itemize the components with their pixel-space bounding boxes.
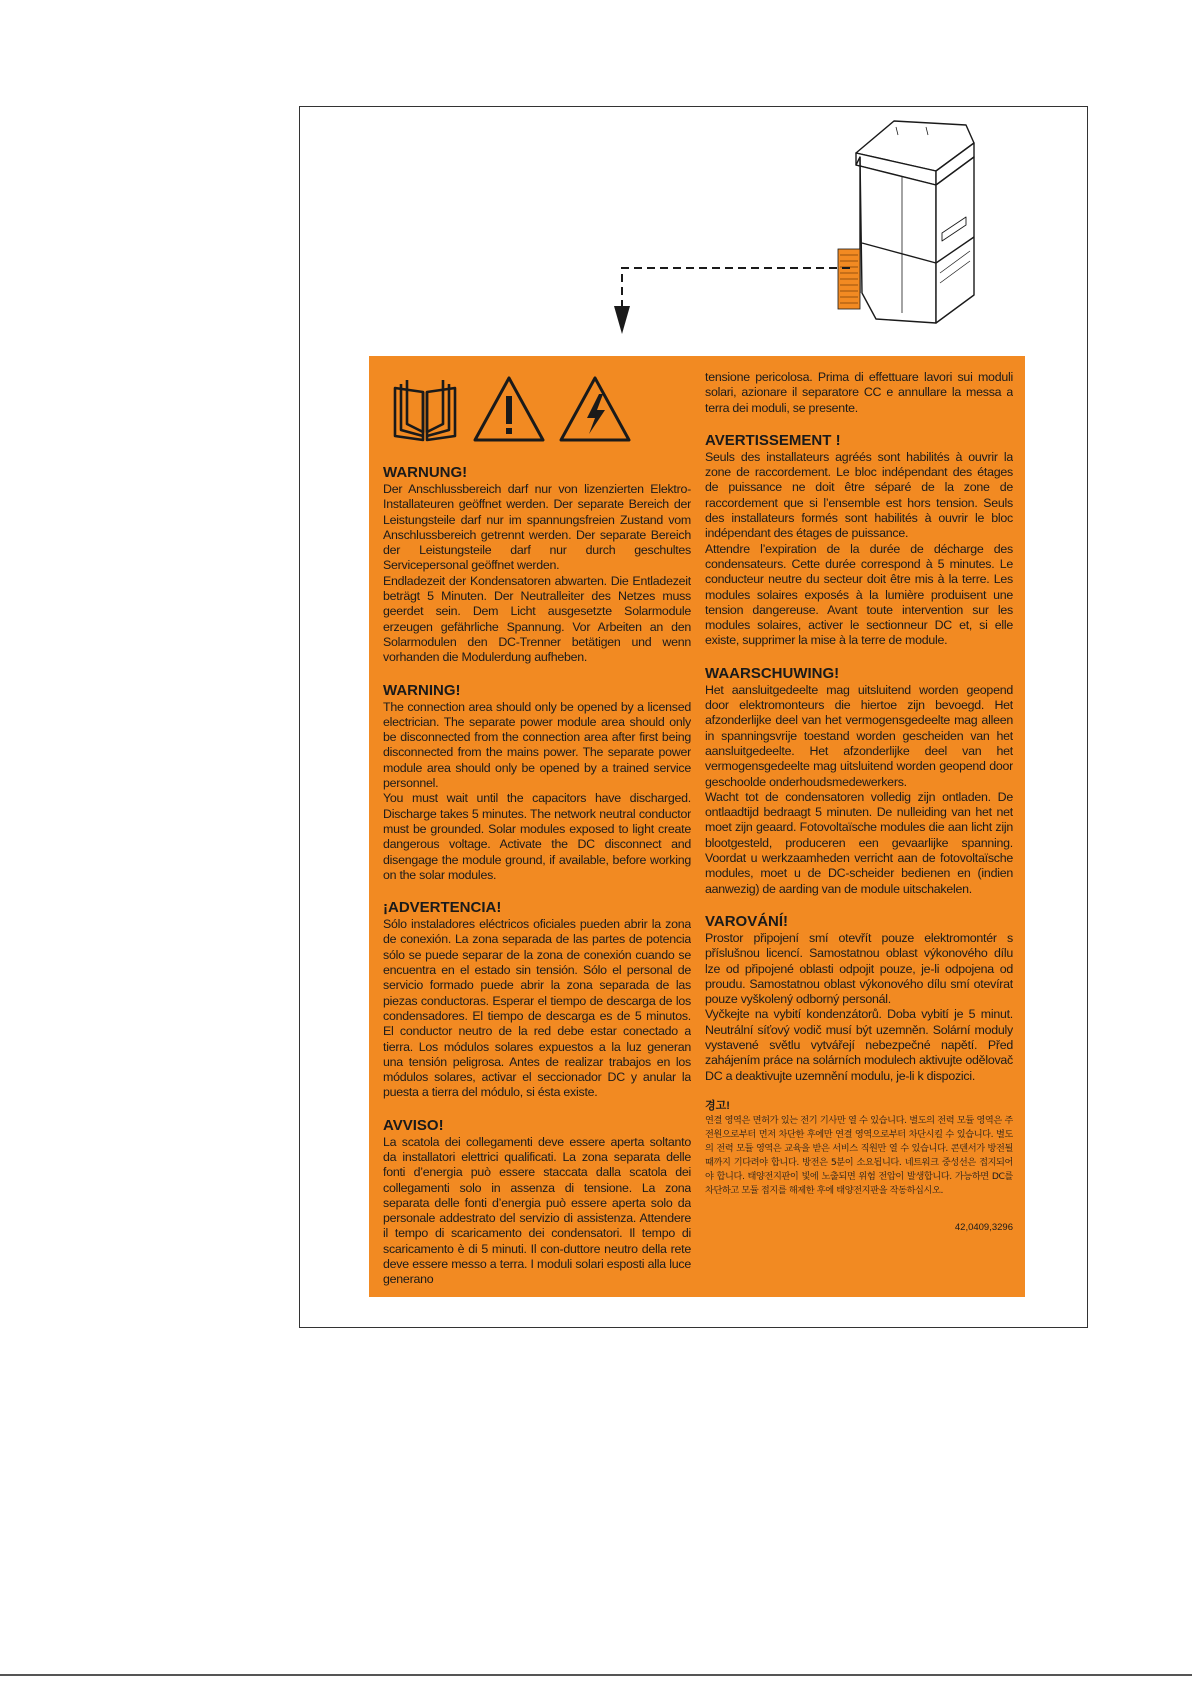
section-it <box>383 1117 691 1287</box>
section-paragraph: Attendre l’expiration de la durée de décharge des condensateurs. Cette durée correspond à 5 minutes. Le conducteur neutre du secteur doit être mis à la terre. Les modules solaires exposés à la lumière produisent une tension dangereuse. Avant toute intervention sur les modules solaires, activer le sectionneur DC et, si elle existe, supprimer la mise à la terre de module. <box>705 541 1013 648</box>
label-left-column <box>383 370 691 1287</box>
section-paragraph: Endladezeit der Kondensatoren abwarten. Die Entladezeit beträgt 5 Minuten. Der Neutralleiter des Netzes muss geerdet sein. Dem Licht ausgesetzte Solarmodule erzeugen gefährliche Spannung. Vor Arbeiten an den Solarmodulen den DC-Trenner betätigen und wenn vorhanden die Modulerdung aufheben. <box>383 573 691 665</box>
section-heading: 경고! <box>705 1099 730 1112</box>
section-nl <box>705 665 1013 897</box>
electrical-hazard-icon <box>557 374 633 446</box>
warning-exclamation-icon <box>471 374 547 446</box>
section-heading: ¡ADVERTENCIA! <box>383 899 502 917</box>
section-heading: WARNING! <box>383 681 461 699</box>
section-es <box>383 899 691 1101</box>
section-heading: WARNUNG! <box>383 464 468 481</box>
section-paragraph: 연결 영역은 면허가 있는 전기 기사만 열 수 있습니다. 별도의 전력 모듈 영역은 주 전원으로부터 먼저 차단한 후에만 연결 영역으로부터 차단시킬 수 있습니다. 별도의 전력 모듈 영역은 교육을 받은 서비스 직원만 열 수 있습니다. 콘덴서가 방전될 때까지 기다려야 합니다. 방전은 5분이 소요됩니다. 네트워크 중성선은 접지되어야 합니다. 태양전지판이 빛에 노출되면 위험 전압이 발생합니다. 가능하면 DC를 차단하고 모듈 접지를 해제한 후에 태양전지판을 작동하십시오. <box>705 1114 1013 1196</box>
section-it-continued <box>705 370 1013 416</box>
section-paragraph: The connection area should only be opened by a licensed electrician. The separate power module area should only be disconnected from the connection area after first being disconnected from the mains power. The separate power module area should only be opened by a trained service personnel. <box>383 699 691 791</box>
dashed-pointer-arrow <box>610 258 850 338</box>
section-paragraph: You must wait until the capacitors have discharged. Discharge takes 5 minutes. The network neutral conductor must be grounded. Solar modules exposed to light create dangerous voltage. Activate the DC disconnect and disengage the module ground, if available, before working on the solar modules. <box>383 791 691 882</box>
warning-symbols <box>389 374 691 446</box>
section-cs <box>705 913 1013 1084</box>
section-de <box>383 464 691 666</box>
page-footer-rule <box>0 1674 1192 1676</box>
section-fr <box>705 432 1013 649</box>
section-heading: WAARSCHUWING! <box>705 664 840 682</box>
inverter-device-illustration <box>836 113 978 331</box>
manual-book-icon <box>389 374 461 446</box>
section-paragraph: La scatola dei collegamenti deve essere aperta soltanto da installatori elettrici qualificati. La zona separata delle fonti d’energia può essere staccata dalla scatola dei collegamenti solo in assenza di tensione. La zona separata delle fonti d’energia può essere aperta solo da personale addestrato del servizio di assistenza. Attendere il tempo di scaricamento dei condensatori. Il tempo di scaricamento è di 5 minuti. Il con-duttore neutro della rete deve essere messo a terra. I moduli solari esposti alla luce generano <box>383 1134 691 1287</box>
section-heading: VAROVÁNÍ! <box>705 912 789 930</box>
section-paragraph: Sólo instaladores eléctricos oficiales pueden abrir la zona de conexión. La zona separada de las partes de potencia sólo se puede separar de la zona de conexión cuando se encuentra en el estado sin tensión. Sólo el personal de servicio formado puede abrir la zona separada de las piezas conductoras. Esperar el tiempo de descarga de los condensadores. El tiempo de descarga es de 5 minutos. El conductor neutro de la red debe estar conectado a tierra. Los módulos solares expuestos a la luz generan una tensión peligrosa. Antes de realizar trabajos en los módulos solares, activar el seccionador DC y anular la puesta a tierra del módulo, si ésta existe. <box>383 917 691 1100</box>
section-heading: AVVISO! <box>383 1116 444 1134</box>
section-paragraph: Vyčkejte na vybití kondenzátorů. Doba vybití je 5 minut. Neutrální síťový vodič musí být uzemněn. Solární moduly vystavené světlu vytvářejí nebezpečné napětí. Před zahájením práce na solárních modulech aktivujte odělovač DC a deaktivujte uzemnění modulu, je-li k dispozici. <box>705 1007 1013 1083</box>
section-paragraph: Seuls des installateurs agréés sont habilités à ouvrir la zone de raccordement. Le bloc indépendant des étages de puissance ne doit être séparé de la zone de raccordement que si l’ensemble est hors tension. Seuls des installateurs formés sont habilités à ouvrir le bloc indépendant des étages de puissance. <box>705 449 1013 541</box>
part-number: 42,0409,3296 <box>954 1221 1013 1233</box>
warning-label <box>369 356 1025 1297</box>
section-heading: AVERTISSEMENT ! <box>705 431 841 449</box>
section-paragraph: Der Anschlussbereich darf nur von lizenzierten Elektro-Installateuren geöffnet werden. Der separate Bereich der Leistungsteile darf nur im spannungsfreien Zustand vom Anschlussbereich getrennt werden. Der separate Bereich der Leistungsteile darf nur durch geschultes Servicepersonal geöffnet werden. <box>383 482 691 573</box>
section-en <box>383 682 691 884</box>
section-ko <box>705 1100 1013 1198</box>
section-paragraph: Wacht tot de condensatoren volledig zijn ontladen. De ontlaadtijd bedraagt 5 minuten. De nulleiding van het net moet zijn geaard. Fotovoltaïsche modules die aan licht zijn blootgesteld, produceren een gevaarlijke spanning. Voordat u werkzaamheden verricht aan de fotovoltaïsche modules, moet u de DC-scheider bedienen en (indien aanwezig) de aarding van de module uitschakelen. <box>705 789 1013 896</box>
section-paragraph: Het aansluitgedeelte mag uitsluitend worden geopend door elektromonteurs die hiertoe zijn bevoegd. Het afzonderlijke deel van het vermogensgedeelte mag alleen in spanningsvrije toestand worden gescheiden van het aansluitgedeelte. Het afzonderlijke deel van het vermogensgedeelte mag uitsluitend worden geopend door geschoolde onderhoudsmedewerkers. <box>705 682 1013 789</box>
label-right-column <box>705 370 1013 1287</box>
section-paragraph: Prostor připojení smí otevřít pouze elektromontér s příslušnou licencí. Samostatnou oblast výkonového dílu lze od připojené oblasti odpojit pouze, je-li odpojena od proudu. Samostatnou oblast výkonového dílu smí otevírat pouze vyškolený odborný personál. <box>705 930 1013 1007</box>
section-paragraph: tensione pericolosa. Prima di effettuare lavori sui moduli solari, azionare il separatore CC e annullare la messa a terra dei moduli, se presente. <box>705 370 1013 415</box>
